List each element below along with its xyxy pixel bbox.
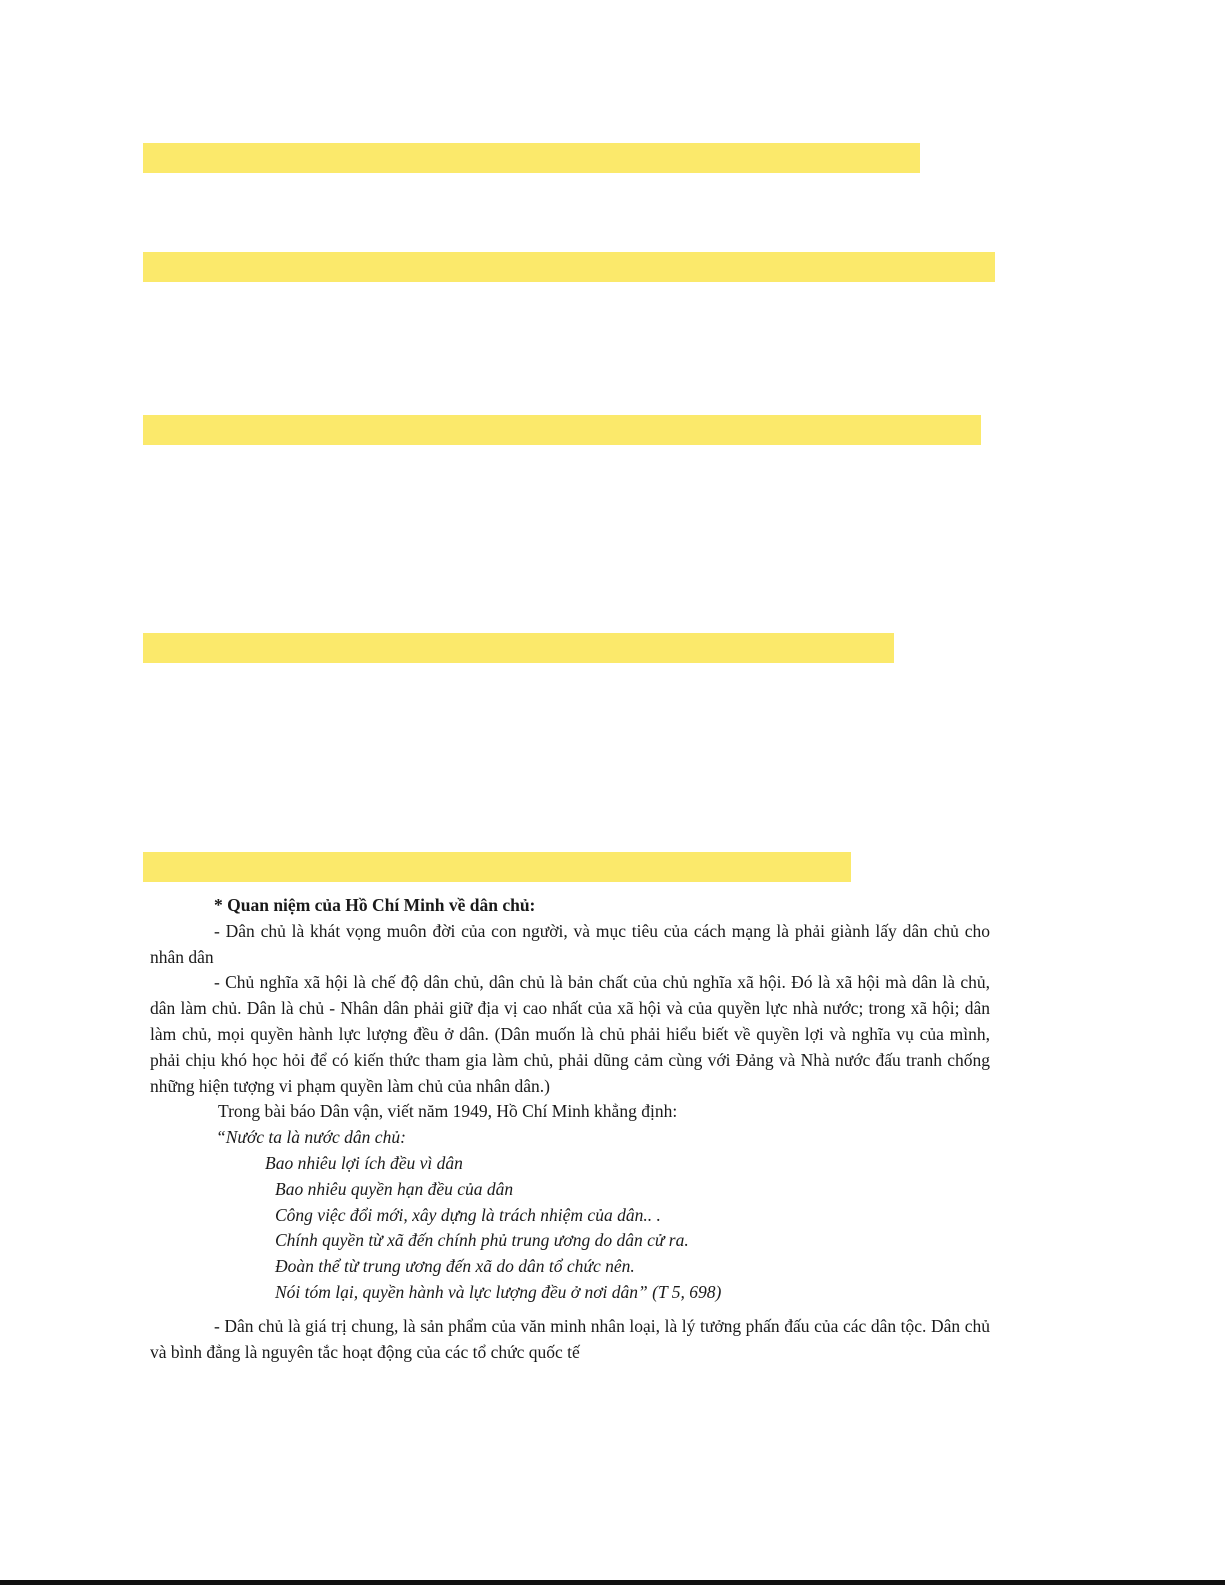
paragraph-3: Trong bài báo Dân vận, viết năm 1949, Hồ Chí Minh khẳng định: (218, 1101, 678, 1122)
quote-line-1: “Nước ta là nước dân chủ: (216, 1127, 406, 1148)
highlighted-redaction-3 (143, 415, 981, 445)
highlighted-redaction-2 (143, 252, 995, 282)
highlighted-redaction-4 (143, 633, 894, 663)
highlighted-redaction-5 (143, 852, 851, 882)
paragraph-4: - Dân chủ là giá trị chung, là sản phẩm của văn minh nhân loại, là lý tưởng phấn đấu của các dân tộc. Dân chủ và bình đẳng là nguyên tắc hoạt động của các tổ chức quốc tế (150, 1315, 990, 1362)
quote-line-5: Chính quyền từ xã đến chính phủ trung ương do dân cử ra. (275, 1230, 689, 1251)
page-bottom-border (0, 1580, 1225, 1585)
section-heading: * Quan niệm của Hồ Chí Minh về dân chủ: (214, 895, 536, 915)
highlighted-redaction-1 (143, 143, 920, 173)
quote-line-2: Bao nhiêu lợi ích đều vì dân (265, 1152, 463, 1173)
quote-line-6: Đoàn thể từ trung ương đến xã do dân tổ chức nên. (275, 1256, 635, 1277)
document-body (150, 893, 990, 1365)
quote-line-4: Công việc đổi mới, xây dựng là trách nhiệm của dân.. . (275, 1204, 661, 1225)
quote-line-7: Nói tóm lại, quyền hành và lực lượng đều ở nơi dân” (T 5, 698) (275, 1281, 722, 1302)
quote-line-3: Bao nhiêu quyền hạn đều của dân (275, 1178, 514, 1199)
paragraph-1: - Dân chủ là khát vọng muôn đời của con người, và mục tiêu của cách mạng là phải giành lấy dân chủ cho nhân dân (150, 920, 990, 967)
paragraph-2: - Chủ nghĩa xã hội là chế độ dân chủ, dân chủ là bản chất của chủ nghĩa xã hội. Đó là xã hội mà dân là chủ, dân làm chủ. Dân là chủ - Nhân dân phải giữ địa vị cao nhất của xã hội và của quyền lực nhà nước; trong xã hội; dân làm chủ, mọi quyền hành lực lượng đều ở dân. (Dân muốn là chủ phải hiểu biết về quyền lợi và nghĩa vụ của mình, phải chịu khó học hỏi để có kiến thức tham gia làm chủ, phải dũng cảm cùng với Đảng và Nhà nước đấu tranh chống những hiện tượng vi phạm quyền làm chủ của nhân dân.) (150, 972, 990, 1096)
